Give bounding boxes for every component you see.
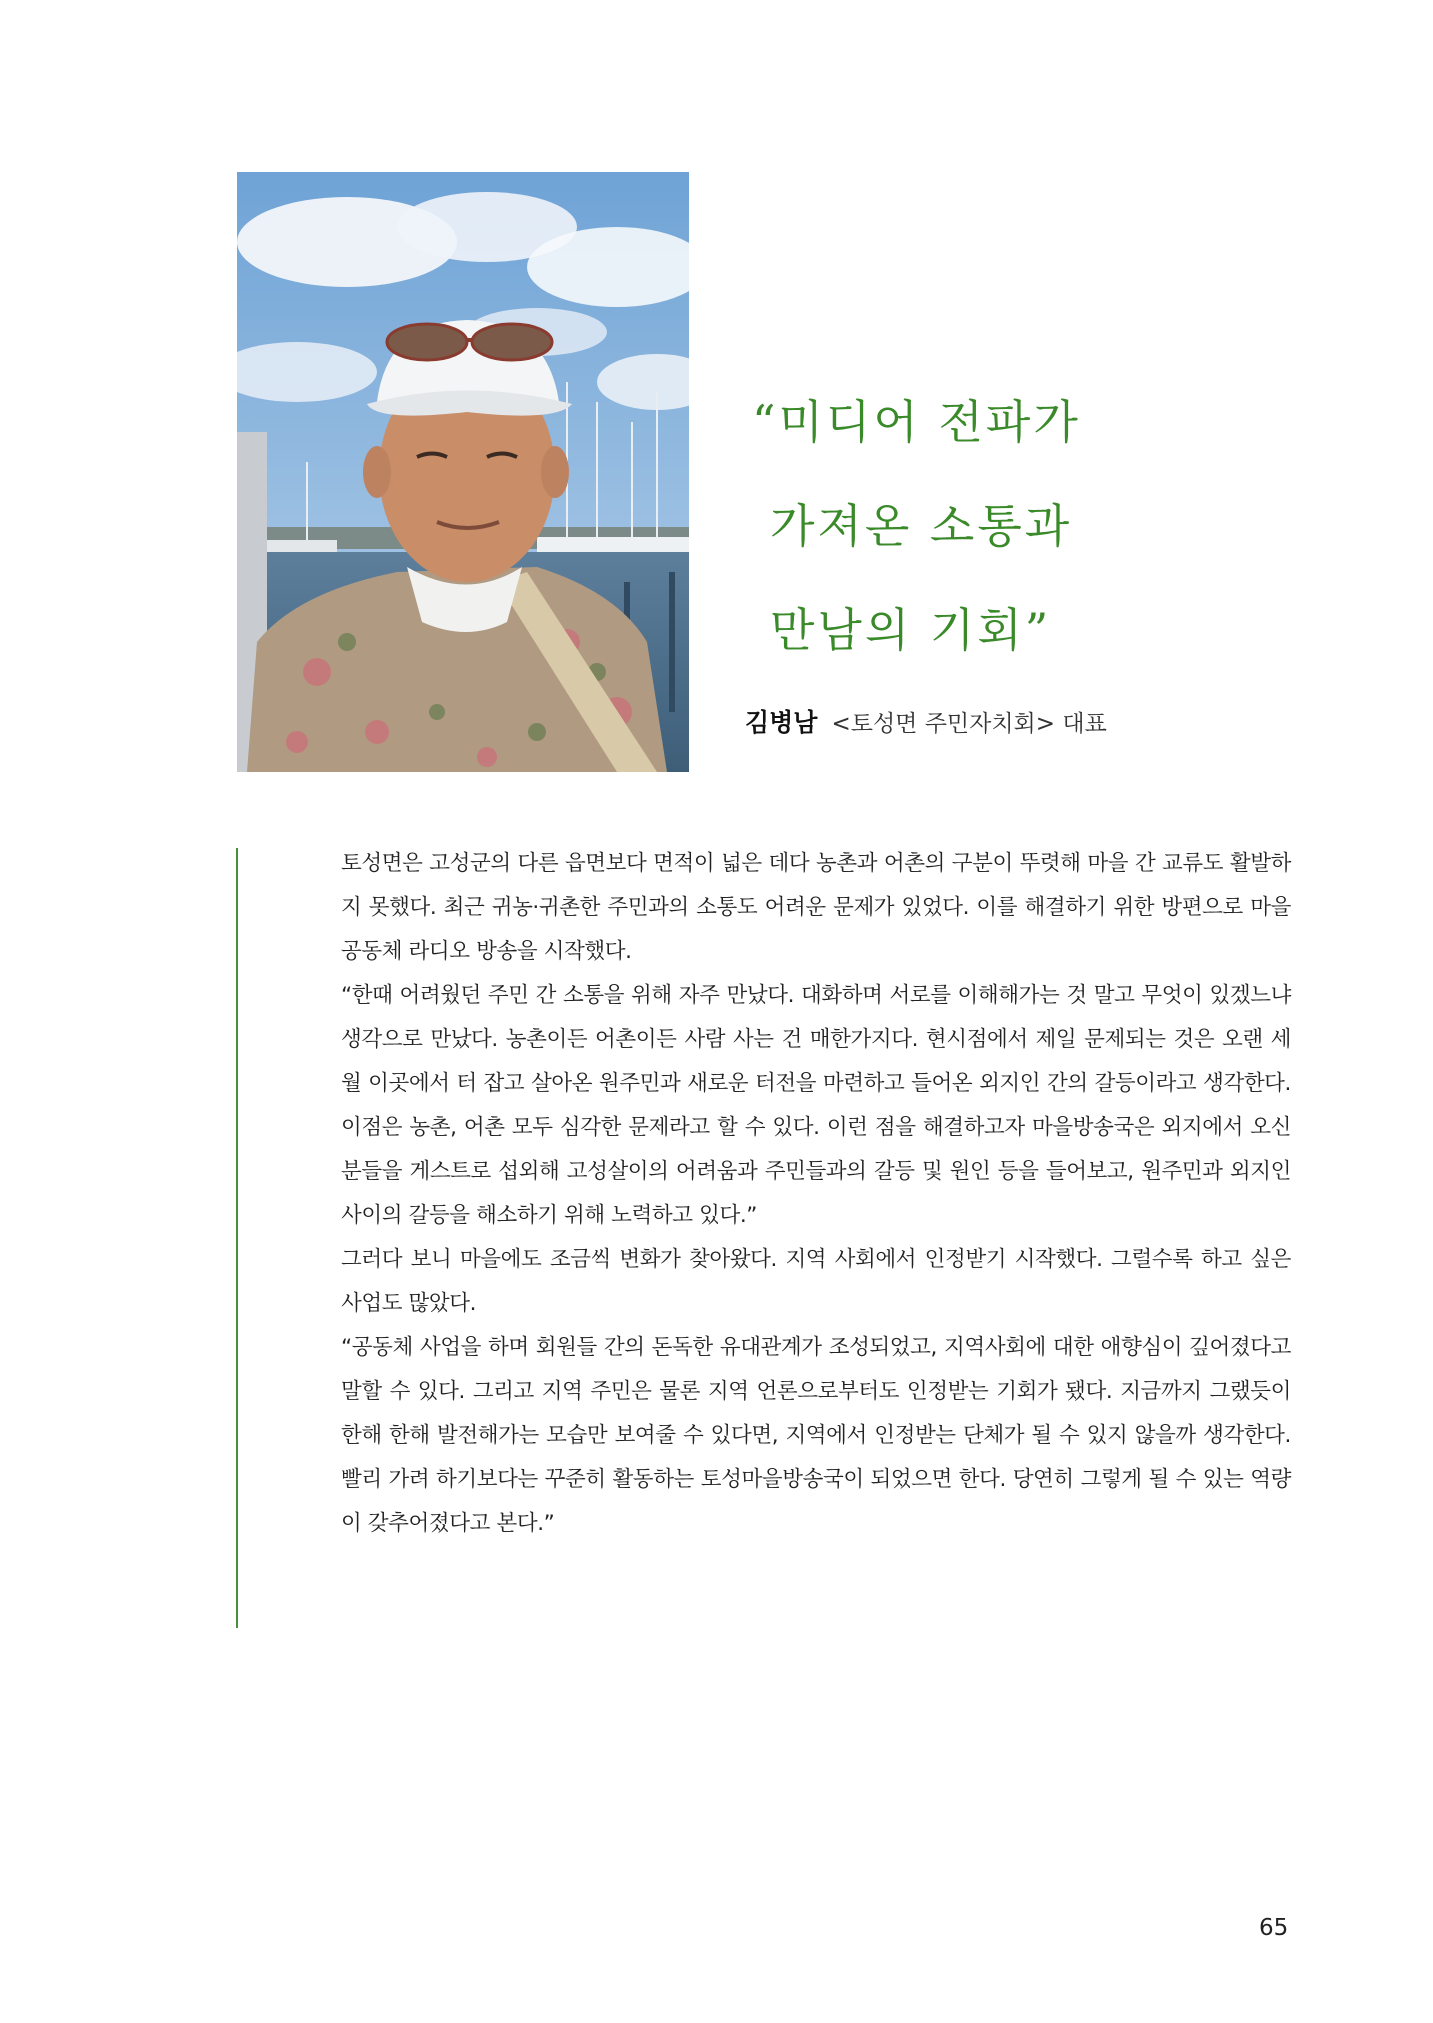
byline-name: 김병남	[745, 708, 818, 737]
portrait-illustration	[237, 172, 689, 772]
accent-rule	[236, 848, 238, 1628]
portrait-photo	[237, 172, 689, 772]
body-paragraph-4: “공동체 사업을 하며 회원들 간의 돈독한 유대관계가 조성되었고, 지역사회에 대한 애향심이 깊어졌다고 말할 수 있다. 그리고 지역 주민은 물론 지역 언론으로부터도 인정받는 기회가 됐다. 지금까지 그랬듯이 한해 한해 발전해가는 모습만 보여줄 수 있다면, 지역에서 인정받는 단체가 될 수 있지 않을까 생각한다. 빨리 가려 하기보다는 꾸준히 활동하는 토성마을방송국이 되었으면 한다. 당연히 그렇게 될 수 있는 역량이 갖추어졌다고 본다.”	[341, 1335, 1291, 1536]
page-number: 65	[1259, 1915, 1289, 1941]
body-paragraph-2: “한때 어려웠던 주민 간 소통을 위해 자주 만났다. 대화하며 서로를 이해해가는 것 말고 무엇이 있겠느냐 생각으로 만났다. 농촌이든 어촌이든 사람 사는 건 매한가지다. 현시점에서 제일 문제되는 것은 오랜 세월 이곳에서 터 잡고 살아온 원주민과 새로운 터전을 마련하고 들어온 외지인 간의 갈등이라고 생각한다. 이점은 농촌, 어촌 모두 심각한 문제라고 할 수 있다. 이런 점을 해결하고자 마을방송국은 외지에서 오신 분들을 게스트로 섭외해 고성살이의 어려움과 주민들과의 갈등 및 원인 등을 들어보고, 원주민과 외지인 사이의 갈등을 해소하기 위해 노력하고 있다.”	[341, 983, 1291, 1228]
headline-quote	[752, 370, 1172, 682]
byline	[745, 703, 1107, 739]
headline-line-3: 만남의 기회”	[770, 603, 1052, 657]
headline-line-1: “미디어 전파가	[752, 395, 1081, 449]
article-body	[341, 842, 1291, 1546]
headline-line-2: 가져온 소통과	[770, 499, 1073, 553]
byline-title: <토성면 주민자치회> 대표	[831, 711, 1107, 737]
body-paragraph-1: 토성면은 고성군의 다른 읍면보다 면적이 넓은 데다 농촌과 어촌의 구분이 뚜렷해 마을 간 교류도 활발하지 못했다. 최근 귀농·귀촌한 주민과의 소통도 어려운 문제가 있었다. 이를 해결하기 위한 방편으로 마을공동체 라디오 방송을 시작했다.	[341, 851, 1291, 964]
body-paragraph-3: 그러다 보니 마을에도 조금씩 변화가 찾아왔다. 지역 사회에서 인정받기 시작했다. 그럴수록 하고 싶은 사업도 많았다.	[341, 1247, 1291, 1316]
